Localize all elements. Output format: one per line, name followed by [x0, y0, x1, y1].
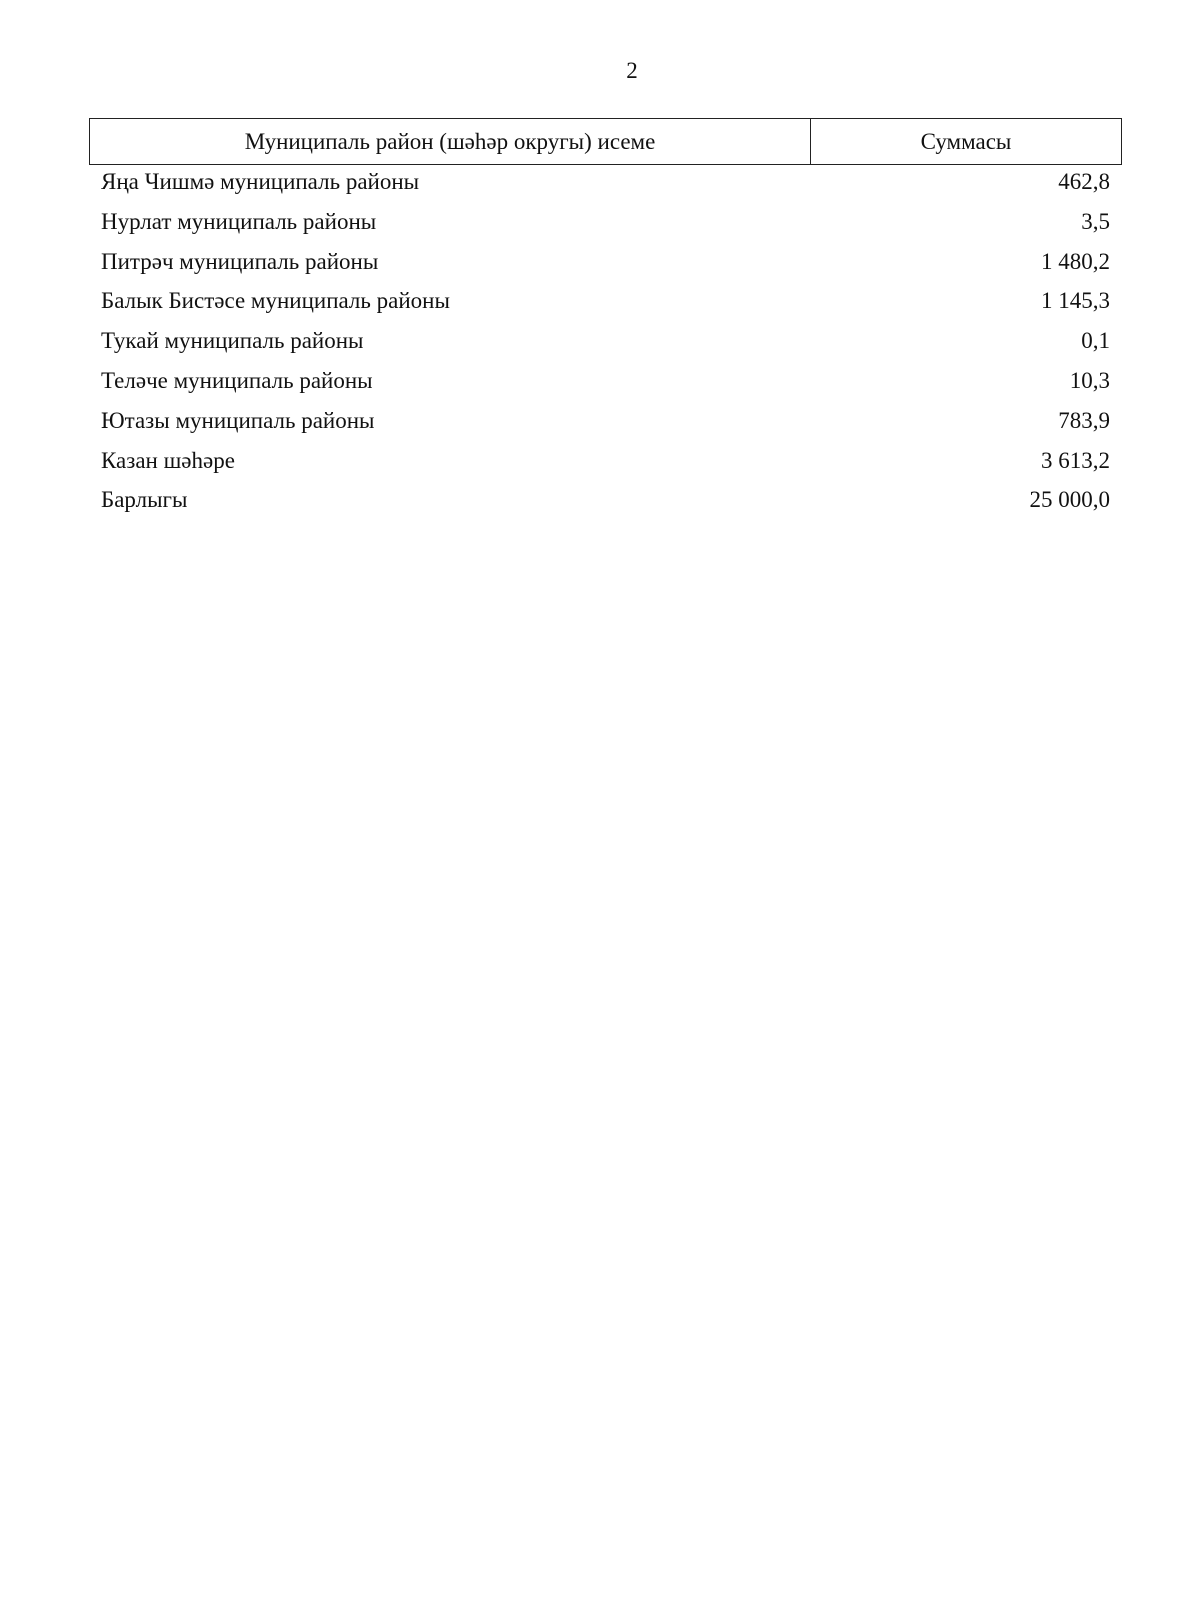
table-row: [89, 354, 1122, 394]
row-municipality-name: Яңа Чишмә муниципаль районы: [101, 169, 420, 194]
row-municipality-name: Ютазы муниципаль районы: [101, 407, 375, 433]
row-sum-value: 1 480,2: [1041, 248, 1110, 274]
table-body: [89, 165, 1122, 513]
row-sum-value: 3,5: [1081, 208, 1110, 234]
page-number: 2: [626, 58, 638, 83]
header-sum: Суммасы: [920, 128, 1012, 154]
table-row: [89, 394, 1122, 434]
row-municipality-name: Тукай муниципаль районы: [101, 328, 364, 354]
row-municipality-name: Балык Бистәсе муниципаль районы: [101, 288, 450, 314]
header-municipality-name: Муниципаль район (шәһәр округы) исеме: [90, 119, 811, 164]
row-municipality-name: Казан шәһәре: [101, 447, 235, 473]
table-row-total: [89, 474, 1122, 514]
row-municipality-name: Нурлат муниципаль районы: [101, 208, 377, 234]
municipal-sums-table: [89, 118, 1122, 513]
row-sum-value: 3 613,2: [1041, 447, 1110, 473]
row-sum-value: 0,1: [1081, 328, 1110, 354]
table-row: [89, 195, 1122, 235]
table-row: [89, 434, 1122, 474]
row-sum-value: 462,8: [1058, 169, 1110, 194]
table-row: [89, 275, 1122, 315]
row-sum-value: 10,3: [1069, 367, 1110, 393]
table-header-row: [89, 118, 1122, 165]
row-total-label: Барлыгы: [101, 487, 188, 513]
table-row: [89, 235, 1122, 275]
row-municipality-name: Теләче муниципаль районы: [101, 367, 373, 393]
row-municipality-name: Питрәч муниципаль районы: [101, 248, 379, 274]
row-sum-value: 1 145,3: [1041, 288, 1110, 314]
table-row: [89, 165, 1122, 195]
row-total-value: 25 000,0: [1029, 487, 1110, 513]
row-sum-value: 783,9: [1058, 407, 1110, 433]
table-row: [89, 314, 1122, 354]
